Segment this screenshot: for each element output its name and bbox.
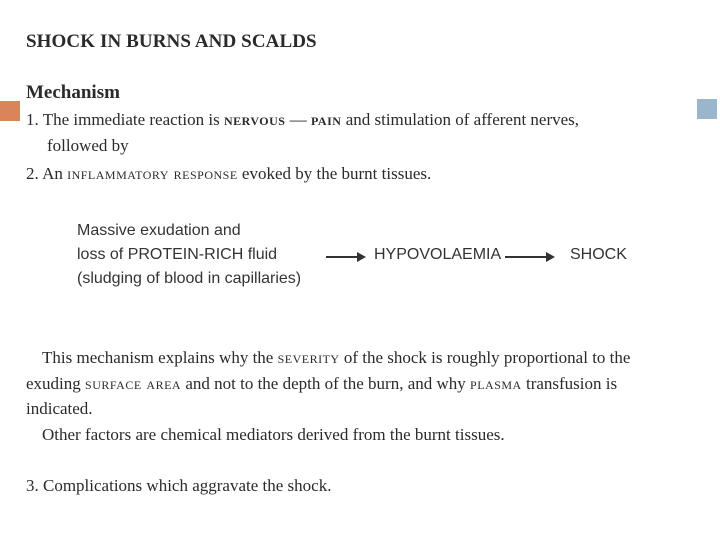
list-item-1-continuation: followed by <box>47 136 129 155</box>
paragraph-other-factors: Other factors are chemical mediators derived from the burnt tissues. <box>42 425 505 444</box>
item-text: — <box>285 110 311 129</box>
paragraph-line-2 <box>26 374 617 394</box>
paragraph-text: This mechanism explains why the <box>42 348 278 367</box>
item-text: The immediate reaction is <box>42 110 224 129</box>
emphasis-plasma: plasma <box>470 374 522 393</box>
diagram-arrow-1 <box>326 256 364 258</box>
item-text: An <box>42 164 68 183</box>
paragraph-line-3: indicated. <box>26 399 93 418</box>
diagram-cause-line-2: loss of PROTEIN-RICH fluid <box>77 246 278 263</box>
emphasis-inflammatory-response: inflammatory response <box>67 164 238 183</box>
paragraph-text: of the shock is roughly proportional to the <box>339 348 631 367</box>
slide-marker-left <box>0 101 20 121</box>
emphasis-nervous: nervous <box>223 110 286 129</box>
item-text: Complications which aggravate the shock. <box>43 476 332 495</box>
list-number: 3. <box>26 476 39 495</box>
list-item-1 <box>26 110 579 130</box>
emphasis-pain: pain <box>310 110 342 129</box>
section-heading: Mechanism <box>26 82 120 103</box>
diagram-cause-line-1: Massive exudation and <box>77 222 241 239</box>
diagram-cause-line-3: (sludging of blood in capillaries) <box>77 270 302 287</box>
list-number: 2. <box>26 164 39 183</box>
diagram-node-shock: SHOCK <box>570 246 627 263</box>
slide-marker-right <box>697 99 717 119</box>
paragraph-text: transfusion is <box>521 374 618 393</box>
emphasis-severity: severity <box>277 348 340 367</box>
paragraph-line-1 <box>42 348 630 368</box>
page-title: SHOCK IN BURNS AND SCALDS <box>26 31 317 52</box>
emphasis-surface-area: surface area <box>85 374 182 393</box>
diagram-node-hypovolaemia: HYPOVOLAEMIA <box>374 246 502 263</box>
diagram-arrow-2 <box>505 256 553 258</box>
paragraph-text: and not to the depth of the burn, and why <box>181 374 471 393</box>
item-text: and stimulation of afferent nerves, <box>341 110 580 129</box>
item-text: evoked by the burnt tissues. <box>237 164 432 183</box>
list-number: 1. <box>26 110 39 129</box>
paragraph-text: exuding <box>26 374 86 393</box>
list-item-3 <box>26 476 331 496</box>
list-item-2 <box>26 164 431 184</box>
